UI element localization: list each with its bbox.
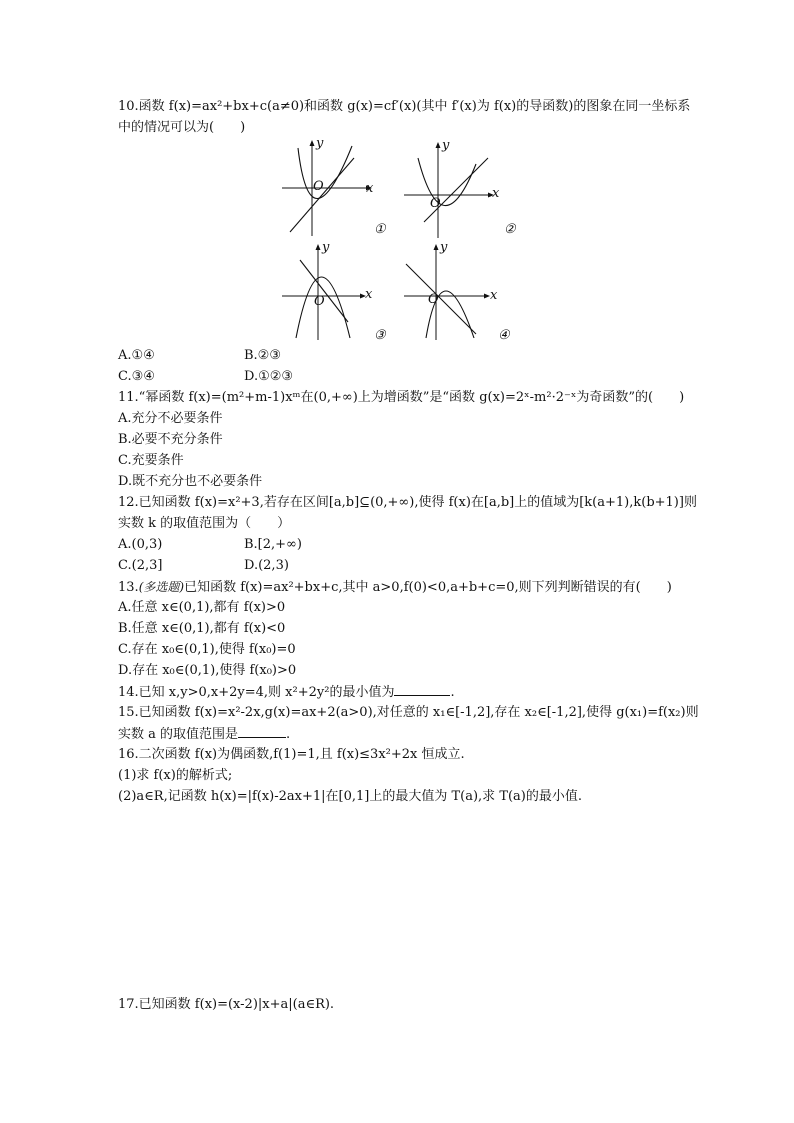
graph-4-y-label: y <box>440 240 448 255</box>
graph-2 <box>402 138 516 240</box>
q15-stem-line2 <box>118 724 290 744</box>
q15-period: . <box>286 727 291 742</box>
q13-stem-text: 已知函数 f(x)=ax²+bx+c,其中 a>0,f(0)<0,a+b+c=0,则下列判断错误的有( ) <box>184 580 672 595</box>
q12-stem-line1: 12.已知函数 f(x)=x²+3,若存在区间[a,b]⊆(0,+∞),使得 f(x)在[a,b]上的值域为[k(a+1),k(b+1)]则 <box>118 495 697 510</box>
q13-number: 13. <box>118 580 139 595</box>
q11-option-b[interactable]: B.必要不充分条件 <box>118 432 223 447</box>
graph-4-x-label: x <box>490 288 498 303</box>
graph-2-number: ② <box>504 222 516 237</box>
q17-stem: 17.已知函数 f(x)=(x-2)|x+a|(a∈R). <box>118 997 335 1012</box>
graph-2-origin: O <box>430 196 441 211</box>
q13-option-a[interactable]: A.任意 x∈(0,1),都有 f(x)>0 <box>118 600 286 615</box>
graph-4-number: ④ <box>498 328 510 343</box>
q10-option-d[interactable]: D.①②③ <box>244 369 294 384</box>
q11-option-c[interactable]: C.充要条件 <box>118 453 184 468</box>
graph-1-x-label: x <box>366 181 374 196</box>
q12-stem-line2: 实数 k 的取值范围为（ ） <box>118 516 291 531</box>
graph-3-x-label: x <box>365 287 373 302</box>
graph-3-y-label: y <box>322 240 330 255</box>
graph-3-origin: O <box>314 294 325 309</box>
q15-stem-line1: 15.已知函数 f(x)=x²-2x,g(x)=ax+2(a>0),对任意的 x₁∈[-1,2],存在 x₂∈[-1,2],使得 g(x₁)=f(x₂)则 <box>118 705 699 720</box>
q14-stem <box>118 682 455 702</box>
graph-3 <box>280 240 386 343</box>
q16-part-1: (1)求 f(x)的解析式; <box>118 768 233 783</box>
q12-option-a[interactable]: A.(0,3) <box>118 537 163 552</box>
q13-stem <box>118 577 672 597</box>
q13-option-d[interactable]: D.存在 x₀∈(0,1),使得 f(x₀)>0 <box>118 663 297 678</box>
q15-stem-text: 实数 a 的取值范围是 <box>118 727 239 742</box>
q11-option-a[interactable]: A.充分不必要条件 <box>118 411 223 426</box>
q12-option-d[interactable]: D.(2,3) <box>244 558 289 573</box>
q14-period: . <box>450 685 455 700</box>
graph-1 <box>280 136 386 238</box>
graph-3-number: ③ <box>374 328 386 343</box>
graph-2-y-label: y <box>442 138 450 153</box>
graph-1-y-label: y <box>316 136 324 151</box>
graph-1-origin: O <box>313 179 324 194</box>
q16-part-2: (2)a∈R,记函数 h(x)=|f(x)-2ax+1|在[0,1]上的最大值为 T(a),求 T(a)的最小值. <box>118 789 583 804</box>
q10-option-b[interactable]: B.②③ <box>244 348 281 363</box>
graph-2-x-label: x <box>492 186 500 201</box>
q12-option-c[interactable]: C.(2,3] <box>118 558 163 573</box>
q13-multi-choice-tag: (多选题) <box>138 580 185 594</box>
q10-stem-line2: 中的情况可以为( ) <box>118 120 246 135</box>
q12-option-b[interactable]: B.[2,+∞) <box>244 537 302 552</box>
q16-stem: 16.二次函数 f(x)为偶函数,f(1)=1,且 f(x)≤3x²+2x 恒成立. <box>118 747 465 762</box>
q13-option-c[interactable]: C.存在 x₀∈(0,1),使得 f(x₀)=0 <box>118 642 296 657</box>
graph-1-number: ① <box>374 222 386 237</box>
q10-stem-line1: 10.函数 f(x)=ax²+bx+c(a≠0)和函数 g(x)=cf′(x)(其中 f′(x)为 f(x)的导函数)的图象在同一坐标系 <box>118 99 691 114</box>
q14-answer-blank[interactable] <box>394 682 450 696</box>
q14-stem-text: 14.已知 x,y>0,x+2y=4,则 x²+2y²的最小值为 <box>118 685 395 700</box>
q11-option-d[interactable]: D.既不充分也不必要条件 <box>118 474 263 489</box>
graph-4 <box>402 240 510 343</box>
q10-option-a[interactable]: A.①④ <box>118 348 155 363</box>
q13-option-b[interactable]: B.任意 x∈(0,1),都有 f(x)<0 <box>118 621 286 636</box>
graph-4-origin: O <box>428 292 439 307</box>
q11-stem: 11.“幂函数 f(x)=(m²+m-1)xᵐ在(0,+∞)上为增函数”是“函数 g(x)=2ˣ-m²·2⁻ˣ为奇函数”的( ) <box>118 390 685 405</box>
q15-answer-blank[interactable] <box>238 724 286 738</box>
q10-option-c[interactable]: C.③④ <box>118 369 155 384</box>
